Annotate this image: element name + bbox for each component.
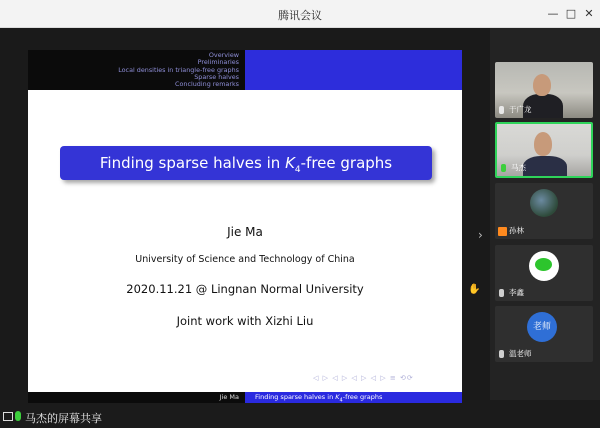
mic-muted-icon (499, 289, 504, 297)
participant-name: 李鑫 (509, 288, 524, 297)
microphone-icon (499, 106, 504, 114)
person-face (533, 74, 551, 96)
section-link: Concluding remarks (175, 80, 239, 89)
section-navigation (28, 50, 245, 90)
section-link: Preliminaries (197, 58, 239, 67)
participant-name: 孙林 (509, 226, 524, 235)
mic-muted-icon (499, 350, 504, 358)
footer-title: Finding sparse halves in $K_4$-free graphs (245, 392, 462, 403)
participant-avatar: 老师 (527, 312, 557, 342)
participant-avatar (530, 189, 558, 217)
microphone-icon (15, 411, 21, 421)
slide-header-band (28, 50, 462, 90)
footer-author: Jie Ma (28, 392, 245, 403)
wechat-bubble-icon (535, 258, 552, 271)
participant-name: 温老师 (509, 349, 532, 358)
screen-share-bar (0, 406, 490, 428)
mic-muted-icon (498, 227, 507, 236)
participant-tile[interactable] (495, 62, 593, 118)
slide-footer (28, 392, 462, 403)
section-link: Overview (208, 51, 239, 59)
slide-author: Jie Ma (227, 225, 263, 239)
screen-share-label: 马杰的屏幕共享 (25, 412, 102, 425)
participant-name: 马杰 (511, 163, 526, 172)
participant-tile[interactable] (495, 306, 593, 362)
shared-screen-area[interactable] (0, 28, 490, 425)
slide-title: Finding sparse halves in $K_4$-free graphs (60, 146, 432, 180)
slide-date-venue: 2020.11.21 @ Lingnan Normal University (126, 282, 364, 296)
beamer-nav-symbols: ◁ ▷ ◁ ▷ ◁ ▷ ◁ ▷ ≡ ⟲⟳ (313, 374, 414, 382)
participant-tile[interactable] (495, 245, 593, 301)
screen-share-icon (3, 412, 13, 421)
header-blue-panel (245, 50, 462, 90)
mouse-cursor-icon: ✋ (468, 284, 481, 295)
minimize-button[interactable]: — (547, 7, 559, 20)
participant-list (490, 28, 600, 400)
slide-affiliation: University of Science and Technology of China (135, 254, 355, 265)
microphone-icon (501, 164, 506, 172)
participant-tile[interactable] (495, 122, 593, 178)
slide-joint-work: Joint work with Xizhi Liu (176, 314, 314, 328)
close-button[interactable]: ✕ (584, 7, 594, 20)
window-title: 腾讯会议 (278, 9, 322, 22)
section-link: Sparse halves (194, 72, 239, 81)
person-face (534, 132, 552, 156)
chevron-right-icon[interactable]: › (478, 228, 483, 242)
person-body (523, 156, 567, 178)
presentation-slide (28, 50, 462, 403)
maximize-button[interactable]: □ (565, 7, 577, 20)
participant-name: 于广龙 (509, 105, 532, 114)
participant-tile[interactable] (495, 183, 593, 239)
section-link: Local densities in triangle-free graphs (118, 65, 239, 74)
title-bar (0, 0, 600, 28)
